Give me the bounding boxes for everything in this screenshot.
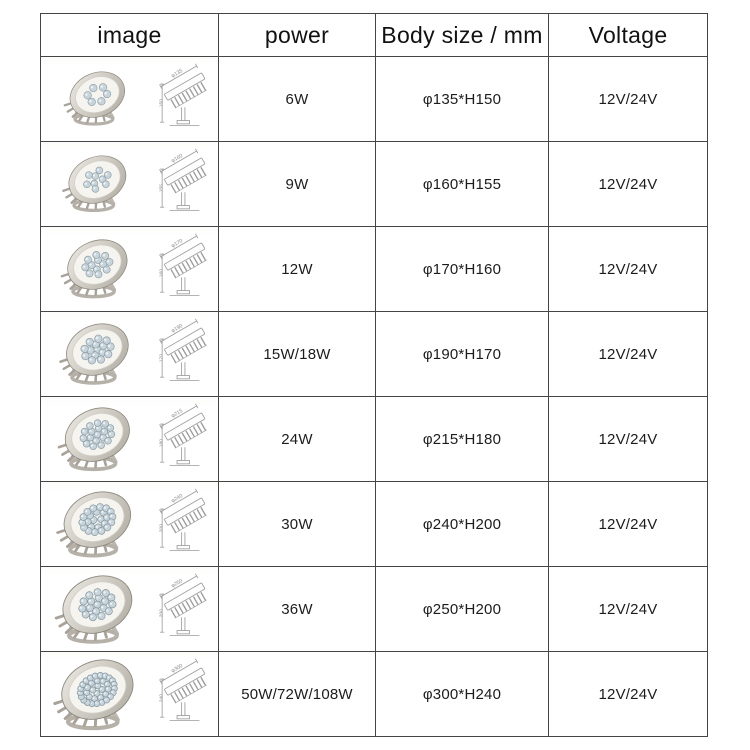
voltage-cell: 12V/24V [549, 482, 708, 567]
table-row [41, 567, 708, 652]
dimension-diagram [158, 315, 216, 393]
power-cell: 36W [219, 567, 376, 652]
header-image: image [41, 14, 219, 57]
svg-text:φ300: φ300 [170, 663, 184, 675]
image-cell-content [41, 142, 218, 226]
image-cell [41, 567, 219, 652]
product-photo-lamp [43, 229, 157, 309]
body-size-cell: φ160*H155 [376, 142, 549, 227]
image-cell-content [41, 227, 218, 311]
power-cell: 30W [219, 482, 376, 567]
svg-text:φ215: φ215 [170, 408, 184, 420]
body-size-cell: φ250*H200 [376, 567, 549, 652]
image-cell-content [41, 312, 218, 396]
product-photo-lamp [43, 59, 157, 139]
body-size-cell: φ190*H170 [376, 312, 549, 397]
dimension-diagram [158, 485, 216, 563]
svg-text:200: 200 [159, 608, 165, 618]
body-size-cell: φ170*H160 [376, 227, 549, 312]
dimension-diagram [158, 60, 216, 138]
table-row [41, 227, 708, 312]
spec-table-header [41, 14, 708, 57]
voltage-cell: 12V/24V [549, 312, 708, 397]
image-cell-content [41, 652, 218, 736]
product-photo-lamp [43, 484, 157, 564]
svg-text:160: 160 [159, 268, 165, 278]
image-cell [41, 652, 219, 737]
table-row [41, 482, 708, 567]
power-cell: 12W [219, 227, 376, 312]
spec-table [40, 13, 708, 737]
svg-text:150: 150 [159, 98, 165, 108]
image-cell [41, 227, 219, 312]
table-row [41, 397, 708, 482]
power-cell: 9W [219, 142, 376, 227]
spec-table-body [41, 57, 708, 737]
dimension-diagram [158, 145, 216, 223]
svg-text:φ160: φ160 [170, 153, 184, 165]
dimension-diagram [158, 570, 216, 648]
table-row [41, 652, 708, 737]
dimension-diagram [158, 655, 216, 733]
table-row [41, 312, 708, 397]
power-cell: 6W [219, 57, 376, 142]
svg-text:200: 200 [159, 523, 165, 533]
image-cell-content [41, 482, 218, 566]
product-photo-lamp [43, 314, 157, 394]
voltage-cell: 12V/24V [549, 57, 708, 142]
dimension-diagram [158, 400, 216, 478]
header-voltage: Voltage [549, 14, 708, 57]
voltage-cell: 12V/24V [549, 227, 708, 312]
header-power: power [219, 14, 376, 57]
svg-text:φ135: φ135 [170, 68, 184, 80]
product-photo-lamp [43, 144, 157, 224]
image-cell [41, 397, 219, 482]
svg-text:φ170: φ170 [170, 238, 184, 250]
table-row [41, 57, 708, 142]
body-size-cell: φ240*H200 [376, 482, 549, 567]
product-photo-lamp [43, 654, 157, 734]
product-photo-lamp [43, 569, 157, 649]
voltage-cell: 12V/24V [549, 142, 708, 227]
body-size-cell: φ215*H180 [376, 397, 549, 482]
header-body-size: Body size / mm [376, 14, 549, 57]
image-cell [41, 482, 219, 567]
header-row [41, 14, 708, 57]
power-cell: 24W [219, 397, 376, 482]
svg-text:φ190: φ190 [170, 323, 184, 335]
voltage-cell: 12V/24V [549, 397, 708, 482]
svg-text:170: 170 [159, 353, 165, 363]
image-cell-content [41, 397, 218, 481]
power-cell: 15W/18W [219, 312, 376, 397]
image-cell-content [41, 567, 218, 651]
image-cell [41, 57, 219, 142]
voltage-cell: 12V/24V [549, 567, 708, 652]
table-row [41, 142, 708, 227]
body-size-cell: φ135*H150 [376, 57, 549, 142]
svg-text:240: 240 [159, 693, 165, 703]
svg-text:φ240: φ240 [170, 493, 184, 505]
svg-text:φ250: φ250 [170, 578, 184, 590]
dimension-diagram [158, 230, 216, 308]
svg-text:180: 180 [159, 438, 165, 448]
image-cell [41, 142, 219, 227]
image-cell-content [41, 57, 218, 141]
body-size-cell: φ300*H240 [376, 652, 549, 737]
image-cell [41, 312, 219, 397]
product-photo-lamp [43, 399, 157, 479]
svg-text:155: 155 [159, 183, 165, 193]
voltage-cell: 12V/24V [549, 652, 708, 737]
power-cell: 50W/72W/108W [219, 652, 376, 737]
